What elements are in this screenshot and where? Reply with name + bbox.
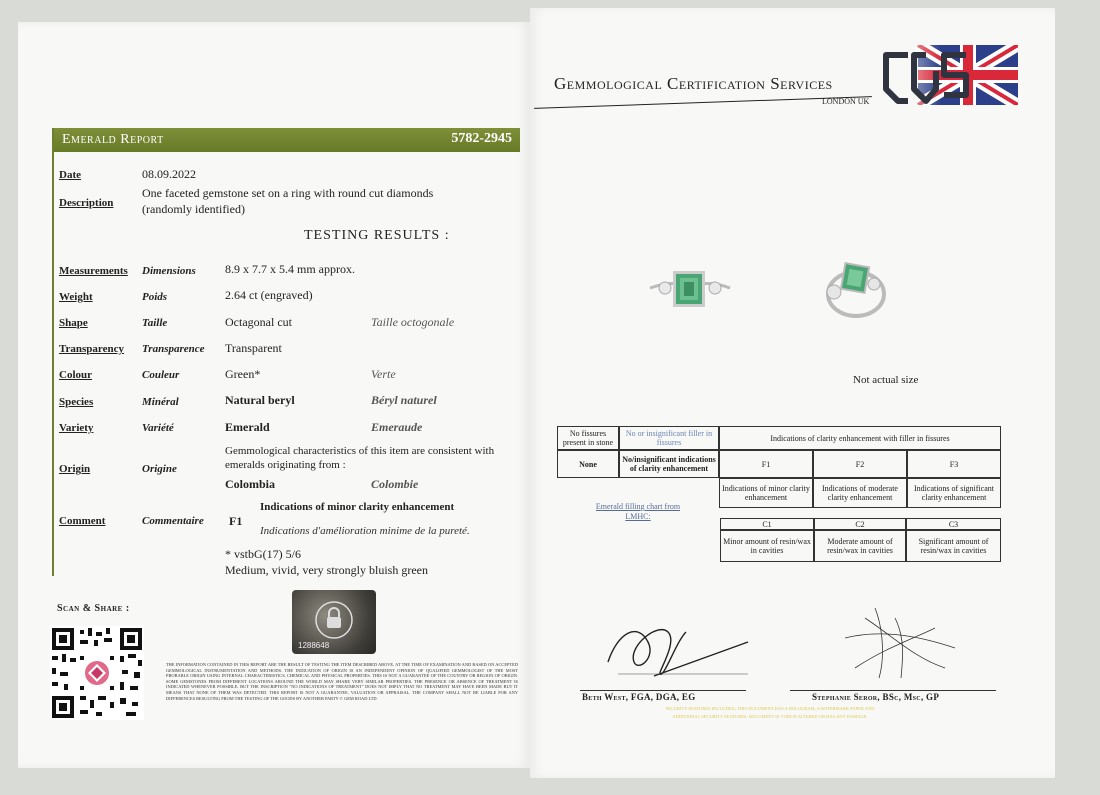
row-value: 2.64 ct (engraved) bbox=[225, 288, 313, 302]
lab-name: Gemmological Certification Services bbox=[554, 74, 833, 93]
chart-cell: C1 bbox=[720, 518, 814, 530]
testing-results-heading: TESTING RESULTS : bbox=[304, 228, 450, 243]
report-number: 5782-2945 bbox=[451, 131, 512, 146]
chart-cell: No fissures present in stone bbox=[557, 426, 619, 450]
row-label-fr: Variété bbox=[142, 422, 174, 434]
qr-code[interactable] bbox=[50, 626, 144, 720]
row-value-fr: Emeraude bbox=[371, 420, 423, 434]
row-label-fr: Taille bbox=[142, 317, 168, 329]
chart-cell: F1 bbox=[719, 450, 813, 478]
origin-text-2: emeralds originating from : bbox=[225, 459, 346, 471]
origin-text-1: Gemmological characteristics of this item are consistent with bbox=[225, 445, 495, 457]
report-title: Emerald Report bbox=[62, 132, 164, 147]
gcs-logo bbox=[878, 45, 1018, 105]
row-value-fr: Taille octogonale bbox=[371, 315, 455, 329]
row-label: Measurements bbox=[59, 265, 128, 277]
row-label: Weight bbox=[59, 291, 93, 303]
signature-line-right bbox=[790, 690, 996, 691]
row-label-fr: Dimensions bbox=[142, 265, 196, 277]
scan-share-label: Scan & Share : bbox=[57, 603, 130, 614]
hologram-number: 1288648 bbox=[298, 641, 330, 650]
date-value: 08.09.2022 bbox=[142, 167, 196, 181]
row-label: Transparency bbox=[59, 343, 124, 355]
row-label: Colour bbox=[59, 369, 92, 381]
row-value: 8.9 x 7.7 x 5.4 mm approx. bbox=[225, 262, 355, 276]
row-value: Emerald bbox=[225, 420, 270, 434]
row-label-fr: Minéral bbox=[142, 396, 179, 408]
row-label-fr: Couleur bbox=[142, 369, 180, 381]
chart-cell: No or insignificant filler in fissures bbox=[619, 426, 719, 450]
row-label: Variety bbox=[59, 422, 94, 434]
date-label: Date bbox=[59, 169, 81, 181]
signature-right-icon bbox=[825, 598, 975, 690]
row-value-fr: Verte bbox=[371, 367, 396, 381]
ring-top-view-image bbox=[648, 264, 732, 312]
disclaimer-text: THE INFORMATION CONTAINED IN THIS REPORT ARE THE RESULT OF TESTING THE ITEM DESCRIBED ABOVE, AT THE TIME OF EXAMINATION AND BASED ON ACCEPTED GEMMOLOGICAL INSTRUMENTATION AND METHODS. THE INDICATION OF ORIGIN IS AN INDEPENDENT OPINION OF QUALIFIED GEMMOLOGIST OF THE MOST PROBABLE ORIGIN USING INTERNAL CHARACTERISTICS, CHEMICAL AND PHYSICAL PROPERTIES. THIS IS NOT A GUARANTEE OF THE COUNTRY OR REGION OF ORIGIN. SOME GEMSTONES FROM DIFFERENT LOCATIONS AROUND THE WORLD MAY SHARE VERY SIMILAR PROPERTIES. THE PRESENCE OR ABSENCE OF TREATMENT IS INDICATED WHENEVER POSSIBLE. BUT THE INSCRIPTION "NO INDICATIONS OF TREATMENT" DOES NOT IMPLY THAT NO TREATMENT MAY HAVE BEEN MADE BUT IT MEANS THAT NONE OF THEM WAS DETECTED. THIS REPORT IS NOT A GUARANTEE, VALUATION OR APPRAISAL. THE COMPANY SHALL NOT BE LIABLE FOR ANY DIFFERENCES RESULTING FROM THE TESTING OF THE GOODS BY ANOTHER PARTY © GEM ROAD LTD bbox=[166, 662, 518, 701]
report-header-bar bbox=[54, 128, 520, 152]
signature-left-icon bbox=[598, 602, 758, 688]
signatory-right: Stephanie Seror, BSc, Msc, GP bbox=[812, 692, 940, 702]
chart-cell: None bbox=[557, 450, 619, 478]
row-label-fr: Transparence bbox=[142, 343, 205, 355]
chart-cell: Indications of clarity enhancement with filler in fissures bbox=[719, 426, 1001, 450]
colour-code: * vstbG(17) 5/6 bbox=[225, 547, 301, 561]
security-hologram bbox=[292, 590, 376, 654]
qr-code-icon bbox=[50, 626, 144, 720]
row-value: Natural beryl bbox=[225, 393, 295, 407]
ring-top-view-icon bbox=[648, 264, 732, 312]
row-value: Transparent bbox=[225, 341, 282, 355]
security-note: SECURITY FEATURES INCLUDED, THIS DOCUMENT HAS A HOLOGRAM, A WATERMARK PAPER AND ADDITIONAL SECURITY FEATURES. DOCUMENT IS VOID IF ALTERED OR HAS ANY DAMAGE. bbox=[665, 706, 875, 719]
description-label: Description bbox=[59, 197, 114, 209]
row-value: Green* bbox=[225, 367, 261, 381]
comment-label-fr: Commentaire bbox=[142, 515, 204, 527]
uk-flag-logo-icon bbox=[878, 45, 1018, 105]
origin-label-fr: Origine bbox=[142, 463, 177, 475]
chart-cell: Indications of significant clarity enhancement bbox=[907, 478, 1001, 508]
row-value-fr: Béryl naturel bbox=[371, 393, 437, 407]
description-line-1: One faceted gemstone set on a ring with round cut diamonds bbox=[142, 186, 434, 200]
chart-cell: C2 bbox=[814, 518, 906, 530]
chart-cell: Indications of moderate clarity enhancement bbox=[813, 478, 907, 508]
origin-value: Colombia bbox=[225, 477, 276, 491]
chart-cell: Moderate amount of resin/wax in cavities bbox=[814, 530, 906, 562]
description-line-2: (randomly identified) bbox=[142, 202, 245, 216]
chart-cell: F3 bbox=[907, 450, 1001, 478]
lab-location: LONDON UK bbox=[822, 97, 870, 106]
colour-description: Medium, vivid, very strongly bluish green bbox=[225, 563, 428, 577]
row-value: Octagonal cut bbox=[225, 315, 292, 329]
filling-chart-link[interactable]: Emerald filling chart from LMHC: bbox=[595, 502, 681, 521]
comment-grade: F1 bbox=[229, 514, 243, 528]
chart-cell: Significant amount of resin/wax in cavities bbox=[906, 530, 1001, 562]
ring-side-view-image bbox=[820, 258, 888, 322]
comment-text-fr: Indications d'amélioration minime de la pureté. bbox=[260, 525, 470, 537]
signature-line-left bbox=[580, 690, 746, 691]
origin-value-fr: Colombie bbox=[371, 477, 419, 491]
ring-side-view-icon bbox=[820, 258, 888, 322]
signatory-left: Beth West, FGA, DGA, EG bbox=[582, 692, 696, 702]
not-actual-size-caption: Not actual size bbox=[853, 374, 919, 386]
chart-cell: Minor amount of resin/wax in cavities bbox=[720, 530, 814, 562]
chart-cell: F2 bbox=[813, 450, 907, 478]
chart-cell: No/insignificant indications of clarity enhancement bbox=[619, 450, 719, 478]
row-label: Shape bbox=[59, 317, 88, 329]
origin-label: Origin bbox=[59, 463, 91, 475]
chart-cell: C3 bbox=[906, 518, 1001, 530]
row-label: Species bbox=[59, 396, 94, 408]
comment-label: Comment bbox=[59, 515, 106, 527]
row-label-fr: Poids bbox=[142, 291, 168, 303]
chart-cell: Indications of minor clarity enhancement bbox=[719, 478, 813, 508]
comment-text: Indications of minor clarity enhancement bbox=[260, 501, 455, 513]
